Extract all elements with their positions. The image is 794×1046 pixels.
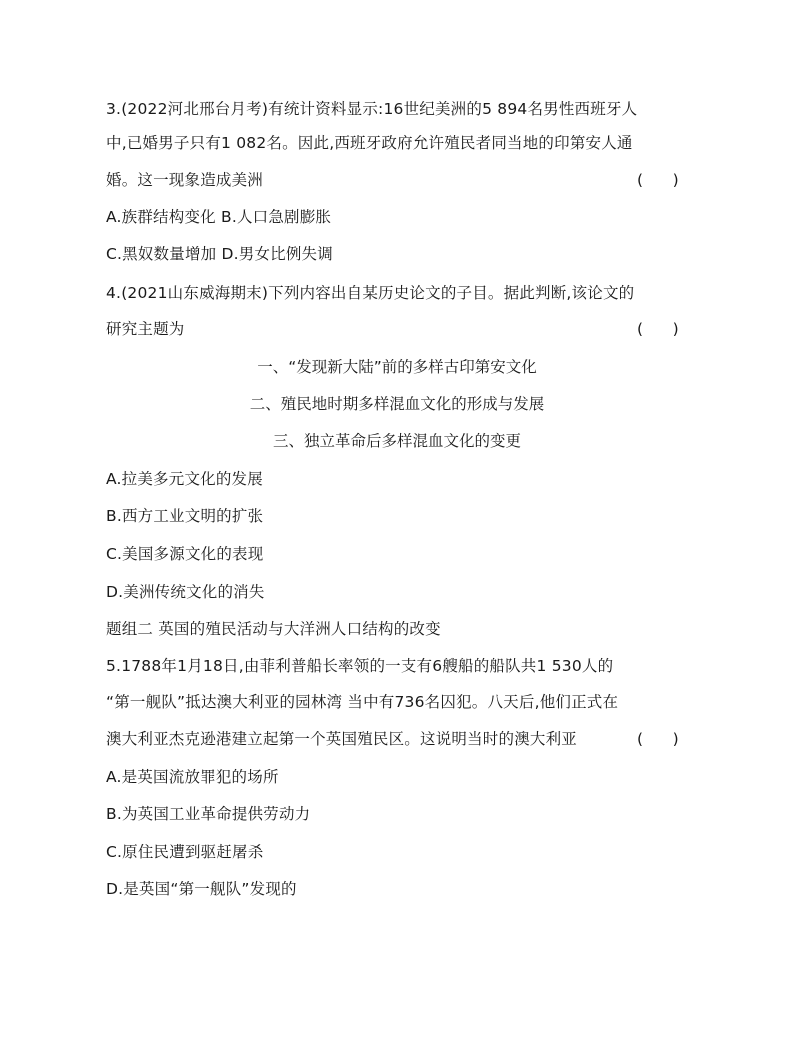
q3-options-row-2: C.黑奴数量增加 D.男女比例失调 <box>106 245 333 263</box>
group-2-heading: 题组二 英国的殖民活动与大洋洲人口结构的改变 <box>106 620 441 638</box>
q5-stem-line-2: “第一舰队”抵达澳大利亚的园林湾 当中有736名囚犯。八天后,他们正式在 <box>106 693 619 711</box>
q4-outline-item-2: 二、殖民地时期多样混血文化的形成与发展 <box>249 395 545 413</box>
q4-option-a: A.拉美多元文化的发展 <box>106 470 263 488</box>
q3-stem-line-3: 婚。这一现象造成美洲 <box>106 171 264 189</box>
q5-option-d: D.是英国“第一舰队”发现的 <box>106 880 297 898</box>
q4-stem-line-2: 研究主题为 <box>106 320 185 338</box>
q5-option-c: C.原住民遭到驱赶屠杀 <box>106 843 264 861</box>
q4-option-d: D.美洲传统文化的消失 <box>106 583 265 601</box>
q5-option-b: B.为英国工业革命提供劳动力 <box>106 805 311 823</box>
q5-stem-line-3: 澳大利亚杰克逊港建立起第一个英国殖民区。这说明当时的澳大利亚 <box>106 730 578 748</box>
q3-answer-blank: ( ) <box>637 171 679 189</box>
q5-answer-blank: ( ) <box>637 730 679 748</box>
q4-option-b: B.西方工业文明的扩张 <box>106 507 264 525</box>
q5-option-a: A.是英国流放罪犯的场所 <box>106 768 279 786</box>
q3-stem-line-1: 3.(2022河北邢台月考)有统计资料显示:16世纪美洲的5 894名男性西班牙人 <box>106 100 638 118</box>
q3-stem-line-2: 中,已婚男子只有1 082名。因此,西班牙政府允许殖民者同当地的印第安人通 <box>106 134 633 152</box>
q4-outline-item-1: 一、“发现新大陆”前的多样古印第安文化 <box>257 358 537 376</box>
q3-options-row-1: A.族群结构变化 B.人口急剧膨胀 <box>106 208 332 226</box>
q4-answer-blank: ( ) <box>637 320 679 338</box>
q4-option-c: C.美国多源文化的表现 <box>106 545 264 563</box>
q5-stem-line-1: 5.1788年1月18日,由菲利普船长率领的一支有6艘船的船队共1 530人的 <box>106 657 614 675</box>
q4-outline-item-3: 三、独立革命后多样混血文化的变更 <box>272 432 521 450</box>
q4-stem-line-1: 4.(2021山东威海期末)下列内容出自某历史论文的子目。据此判断,该论文的 <box>106 284 635 302</box>
